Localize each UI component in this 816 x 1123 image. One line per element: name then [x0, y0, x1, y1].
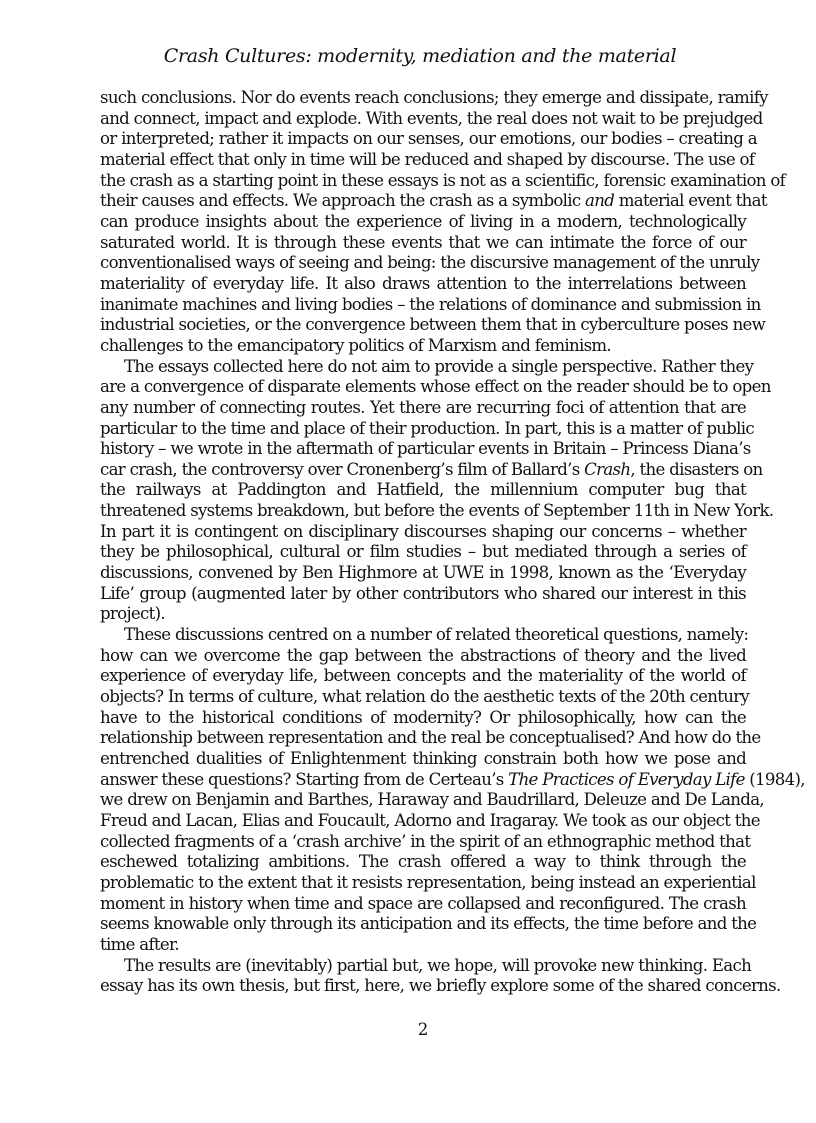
text-segment: The results are (inevitably) partial but, we hope, will provoke new thinking. Each [124, 955, 752, 975]
text-line [100, 418, 754, 440]
text-segment: (1984), [744, 769, 805, 789]
text-line [100, 149, 755, 171]
text-segment: relationship between representation and the real be conceptualised? And how do the [100, 728, 761, 748]
text-line [100, 872, 756, 894]
text-segment: experience of everyday life, between concepts and the materiality of the world of [100, 666, 746, 686]
italic-text: Crash [584, 459, 631, 479]
text-line [100, 687, 750, 708]
text-line [100, 955, 752, 977]
text-segment: Freud and Lacan, Elias and Foucault, Adorno and Iragaray. We took as our object the [100, 810, 760, 830]
text-segment: objects? In terms of culture, what relation do the aesthetic texts of the 20th century [100, 687, 750, 707]
text-segment: answer these questions? Starting from de Certeau’s [100, 769, 509, 789]
text-segment: eschewed totalizing ambitions. The crash offered a way to think through the [100, 852, 746, 872]
text-segment: saturated world. It is through these events that we can intimate the force of our [100, 232, 746, 252]
text-segment: can produce insights about the experience of living in a modern, technologically [100, 211, 746, 231]
text-segment: Life’ group (augmented later by other contributors who shared our interest in this [100, 583, 746, 603]
text-line [100, 501, 774, 522]
text-line [100, 666, 746, 687]
text-segment: and connect, impact and explode. With events, the real does not wait to be prejudged [100, 108, 763, 128]
text-line [100, 584, 746, 605]
body-text [100, 88, 805, 997]
text-line [100, 315, 766, 336]
text-line [100, 831, 751, 853]
text-line [100, 129, 757, 150]
text-line [100, 439, 751, 460]
text-segment: challenges to the emancipatory politics of Marxism and feminism. [100, 335, 612, 355]
text-line [100, 604, 746, 625]
text-segment: , the disasters on [630, 459, 763, 479]
text-segment: material effect that only in time will be reduced and shaped by discourse. The use of [100, 149, 755, 169]
text-segment: conventionalised ways of seeing and being: the discursive management of the unruly [100, 253, 760, 273]
text-segment: we drew on Benjamin and Barthes, Haraway and Baudrillard, Deleuze and De Landa, [100, 790, 764, 810]
text-line [100, 274, 746, 295]
text-line [100, 542, 746, 563]
text-segment: or interpreted; rather it impacts on our senses, our emotions, our bodies – creating a [100, 129, 757, 149]
text-line [100, 294, 761, 316]
text-segment: any number of connecting routes. Yet there are recurring foci of attention that are [100, 397, 746, 417]
text-segment: moment in history when time and space are collapsed and reconfigured. The crash [100, 893, 746, 913]
text-segment: project). [100, 604, 165, 624]
running-head: Crash Cultures: modernity, mediation and the material [163, 45, 677, 67]
text-line [100, 336, 746, 357]
text-segment: the crash as a starting point in these essays is not as a scientific, forensic examination of [100, 170, 786, 190]
text-segment: such conclusions. Nor do events reach conclusions; they emerge and dissipate, ramify [100, 88, 768, 107]
text-segment: are a convergence of disparate elements whose effect on the reader should be to open [100, 377, 771, 397]
text-line [100, 894, 746, 915]
text-segment: threatened systems breakdown, but before the events of September 11th in New York. [100, 501, 774, 521]
italic-text: The Practices of Everyday Life [508, 769, 745, 789]
text-line [100, 191, 767, 212]
text-segment: discussions, convened by Ben Highmore at UWE in 1998, known as the ‘Everyday [100, 563, 746, 583]
text-line [100, 480, 746, 501]
text-line [100, 522, 746, 543]
text-segment: materiality of everyday life. It also draws attention to the interrelations between [100, 273, 746, 293]
text-line [100, 398, 746, 419]
text-segment: time after. [100, 934, 180, 954]
text-line [100, 459, 763, 481]
page-number: 2 [417, 1020, 429, 1039]
text-segment: history – we wrote in the aftermath of particular events in Britain – Princess Diana’s [100, 439, 751, 459]
text-line [100, 170, 786, 192]
text-segment: entrenched dualities of Enlightenment thinking constrain both how we pose and [100, 749, 746, 768]
text-line [100, 253, 760, 274]
text-segment: These discussions centred on a number of related theoretical questions, namely: [124, 625, 749, 645]
text-segment: the railways at Paddington and Hatfield, the millennium computer bug that [100, 480, 746, 500]
text-segment: industrial societies, or the convergence between them that in cyberculture poses new [100, 315, 766, 335]
text-segment: have to the historical conditions of modernity? Or philosophically, how can the [100, 707, 746, 727]
text-line [100, 233, 746, 254]
text-line [100, 914, 757, 935]
text-line [100, 708, 746, 729]
text-segment: collected fragments of a ‘crash archive’ in the spirit of an ethnographic method that [100, 831, 751, 851]
text-segment: they be philosophical, cultural or film studies – but mediated through a series of [100, 542, 746, 562]
text-line [100, 646, 746, 667]
text-segment: problematic to the extent that it resists representation, being instead an experiential [100, 872, 756, 892]
paragraph [100, 356, 774, 626]
text-line [100, 108, 763, 130]
text-segment: their causes and effects. We approach the crash as a symbolic [100, 191, 586, 211]
paragraph [100, 625, 805, 956]
text-line [100, 749, 746, 770]
paragraph [100, 88, 786, 357]
text-line [100, 377, 771, 398]
text-segment: inanimate machines and living bodies – the relations of dominance and submission in [100, 294, 761, 314]
text-line [100, 563, 746, 584]
text-segment: car crash, the controversy over Cronenberg’s film of Ballard’s [100, 459, 585, 479]
italic-text: and [585, 191, 615, 211]
paragraph [100, 955, 781, 997]
text-segment: essay has its own thesis, but first, here, we briefly explore some of the shared concerns. [100, 976, 781, 996]
text-line [100, 625, 749, 646]
text-segment: The essays collected here do not aim to provide a single perspective. Rather they [124, 356, 754, 376]
text-segment: particular to the time and place of their production. In part, this is a matter of public [100, 418, 754, 438]
text-segment: In part it is contingent on disciplinary discourses shaping our concerns – whether [100, 521, 746, 541]
text-segment: material event that [614, 191, 767, 211]
text-line [100, 728, 761, 749]
text-line [100, 356, 754, 378]
text-segment: seems knowable only through its anticipation and its effects, the time before and the [100, 914, 757, 934]
text-line [100, 935, 746, 956]
text-line [100, 769, 805, 791]
text-line [100, 976, 781, 997]
text-line [100, 810, 760, 832]
text-line [100, 88, 768, 109]
text-line [100, 790, 764, 811]
text-segment: how can we overcome the gap between the abstractions of theory and the lived [100, 645, 746, 665]
text-line [100, 852, 746, 873]
text-line [100, 212, 746, 233]
